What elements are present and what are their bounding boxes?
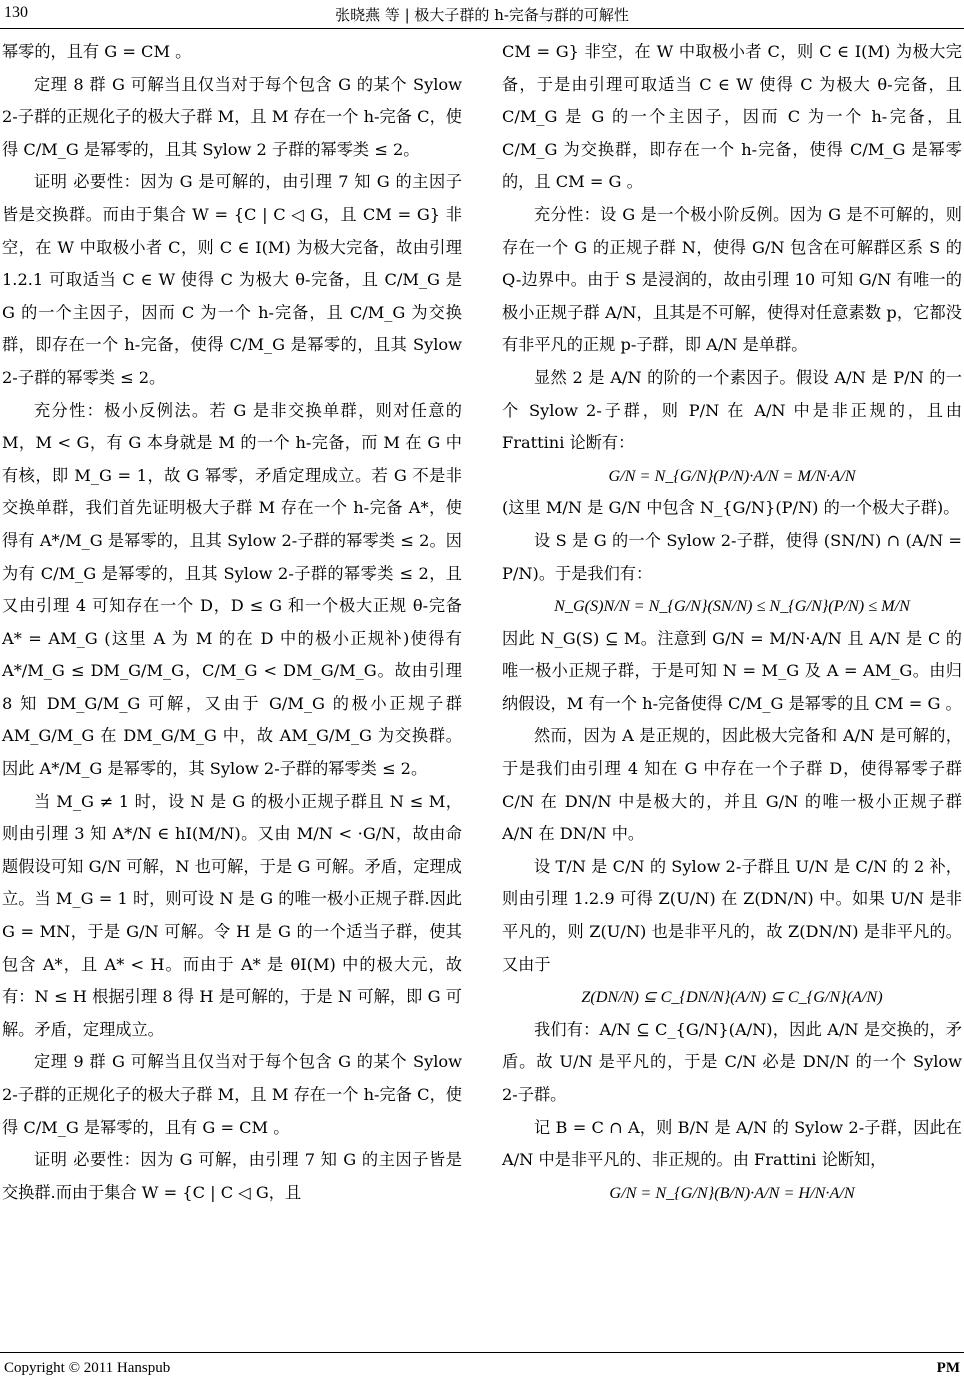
paragraph: 设 S 是 G 的一个 Sylow 2-子群，使得 (SN/N) ∩ (A/N = P/N)。于是我们有： xyxy=(502,530,962,583)
paragraph: 证明 必要性：因为 G 可解，由引理 7 知 G 的主因子皆是交换群.而由于集合 W = {C | C ◁ G，且 xyxy=(2,1150,462,1202)
running-title: 张晓燕 等 | 极大子群的 h-完备与群的可解性 xyxy=(335,6,629,24)
page-footer xyxy=(0,1352,964,1386)
footer-rule xyxy=(0,1352,964,1353)
paragraph: 记 B = C ∩ A，则 B/N 是 A/N 的 Sylow 2-子群，因此在 A/N 中是非平凡的、非正规的。由 Frattini 论断知， xyxy=(502,1117,962,1170)
equation: G/N = N_{G/N}(P/N)·A/N = M/N·A/N xyxy=(608,466,856,485)
paragraph: (这里 M/N 是 G/N 中包含 N_{G/N}(P/N) 的一个极大子群)。 xyxy=(502,498,960,518)
paragraph: 证明 必要性：因为 G 是可解的，由引理 7 知 G 的主因子皆是交换群。而由于集合 W = {C | C ◁ G，且 CM = G} 非空，在 W 中取极小者 C，则 C ∈ I(M) 为极大完备，故由引理 1.2.1 可取适当 C ∈ W 使得 C 为极大 θ-完备，且 C/M_G 是 G 的一个主因子，因而 C 为一个 h-完备，且 C/M_G 为交换群，即存在一个 h-完备，使得 C/M_G 是幂零的，且其 Sylow 2-子群的幂零类 ≤ 2。 xyxy=(2,172,462,387)
paragraph: 充分性：极小反例法。若 G 是非交换单群，则对任意的 M，M < G，有 G 本身就是 M 的一个 h-完备，而 M 在 G 中有核，即 M_G = 1，故 G 幂零，矛盾定理成立。若 G 不是非交换单群，我们首先证明极大子群 M 存在一个 h-完备 A*，使得有 A*/M_G 是幂零的，且其 Sylow 2-子群的幂零类 ≤ 2。因为有 C/M_G 是幂零的，且其 Sylow 2-子群的幂零类 ≤ 2，且又由引理 4 可知存在一个 D，D ≤ G 和一个极大正规 θ-完备 A* = AM_G (这里 A 为 M 的在 D 中的极小正规补)使得有 A*/M_G ≤ DM_G/M_G，C/M_G < DM_G/M_G。故由引理 8 知 DM_G/M_G 可解，又由于 G/M_G 的极小正规子群 AM_G/M_G 在 DM_G/M_G 中，故 AM_G/M_G 为交换群。因此 A*/M_G 是幂零的，其 Sylow 2-子群的幂零类 ≤ 2。 xyxy=(2,400,462,779)
paragraph: 设 T/N 是 C/N 的 Sylow 2-子群且 U/N 是 C/N 的 2 补，则由引理 1.2.9 可得 Z(U/N) 在 Z(DN/N) 中。如果 U/N 是非平凡的，则 Z(U/N) 也是非平凡的，故 Z(DN/N) 是非平凡的。又由于 xyxy=(502,856,962,974)
paragraph: 幂零的，且有 G = CM 。 xyxy=(2,42,192,61)
paragraph: 当 M_G ≠ 1 时，设 N 是 G 的极小正规子群且 N ≤ M，则由引理 3 知 A*/N ∈ hI(M/N)。又由 M/N < ·G/N，故由命题假设可知 G/N 可解，N 也可解，于是 G 可解。矛盾，定理成立。当 M_G = 1 时，则可设 N 是 G 的唯一极小正规子群.因此 G = MN，于是 G/N 可解。令 H 是 G 的一个适当子群，使其包含 A*，且 A* < H。而由于 A* 是 θI(M) 中的极大元，故有：N ≤ H 根据引理 8 得 H 是可解的，于是 N 可解，即 G 可解。矛盾，定理成立。 xyxy=(2,791,462,1039)
journal-abbreviation: PM xyxy=(936,1360,960,1376)
page-header xyxy=(0,0,964,30)
equation: N_G(S)N/N = N_{G/N}(SN/N) ≤ N_{G/N}(P/N) ≤ M/N xyxy=(554,597,910,616)
paragraph: 定理 9 群 G 可解当且仅当对于每个包含 G 的某个 Sylow 2-子群的正规化子的极大子群 M，且 M 存在一个 h-完备 C，使得 C/M_G 是幂零的，且有 G = CM 。 xyxy=(2,1052,462,1137)
paragraph: 然而，因为 A 是正规的，因此极大完备和 A/N 是可解的，于是我们由引理 4 知在 G 中存在一个子群 D，使得幂零子群 C/N 在 DN/N 中是极大的，并且 G/N 的唯一极小正规子群 A/N 在 DN/N 中。 xyxy=(502,726,962,844)
header-rule xyxy=(0,28,964,29)
paragraph: CM = G} 非空，在 W 中取极小者 C，则 C ∈ I(M) 为极大完备，于是由引理可取适当 C ∈ W 使得 C 为极大 θ-完备，且 C/M_G 是 G 的一个主因子，因而 C 为一个 h-完备，且 C/M_G 为交换群，即存在一个 h-完备，使得 C/M_G 是幂零的，且 CM = G 。 xyxy=(502,42,962,192)
left-column xyxy=(2,36,462,1209)
equation: Z(DN/N) ⊆ C_{DN/N}(A/N) ⊆ C_{G/N}(A/N) xyxy=(581,988,883,1007)
right-column xyxy=(502,36,962,1209)
paragraph: 定理 8 群 G 可解当且仅当对于每个包含 G 的某个 Sylow 2-子群的正规化子的极大子群 M，且 M 存在一个 h-完备 C，使得 C/M_G 是幂零的，且其 Sylow 2 子群的幂零类 ≤ 2。 xyxy=(2,74,462,159)
paragraph: 显然 2 是 A/N 的阶的一个素因子。假设 A/N 是 P/N 的一个 Sylow 2-子群，则 P/N 在 A/N 中是非正规的，且由 Frattini 论断有： xyxy=(502,367,962,453)
paragraph: 因此 N_G(S) ⊆ M。注意到 G/N = M/N·A/N 且 A/N 是 C 的唯一极小正规子群，于是可知 N = M_G 及 A = AM_G。由归纳假设，M 有一个 h-完备使得 C/M_G 是幂零的且 CM = G 。 xyxy=(502,628,962,713)
page-number: 130 xyxy=(4,4,28,21)
paragraph: 我们有：A/N ⊆ C_{G/N}(A/N)，因此 A/N 是交换的，矛盾。故 U/N 是平凡的，于是 C/N 必是 DN/N 的一个 Sylow 2-子群。 xyxy=(502,1019,962,1104)
paragraph: 充分性：设 G 是一个极小阶反例。因为 G 是不可解的，则存在一个 G 的正规子群 N，使得 G/N 包含在可解群区系 S 的 Q-边界中。由于 S 是浸润的，故由引理 10 可知 G/N 有唯一的极小正规子群 A/N，且其是不可解，使得对任意素数 p，它都没有非平凡的正规 p-子群，即 A/N 是单群。 xyxy=(502,204,962,355)
equation: G/N = N_{G/N}(B/N)·A/N = H/N·A/N xyxy=(609,1183,855,1202)
copyright-notice: Copyright © 2011 Hanspub xyxy=(4,1360,171,1376)
